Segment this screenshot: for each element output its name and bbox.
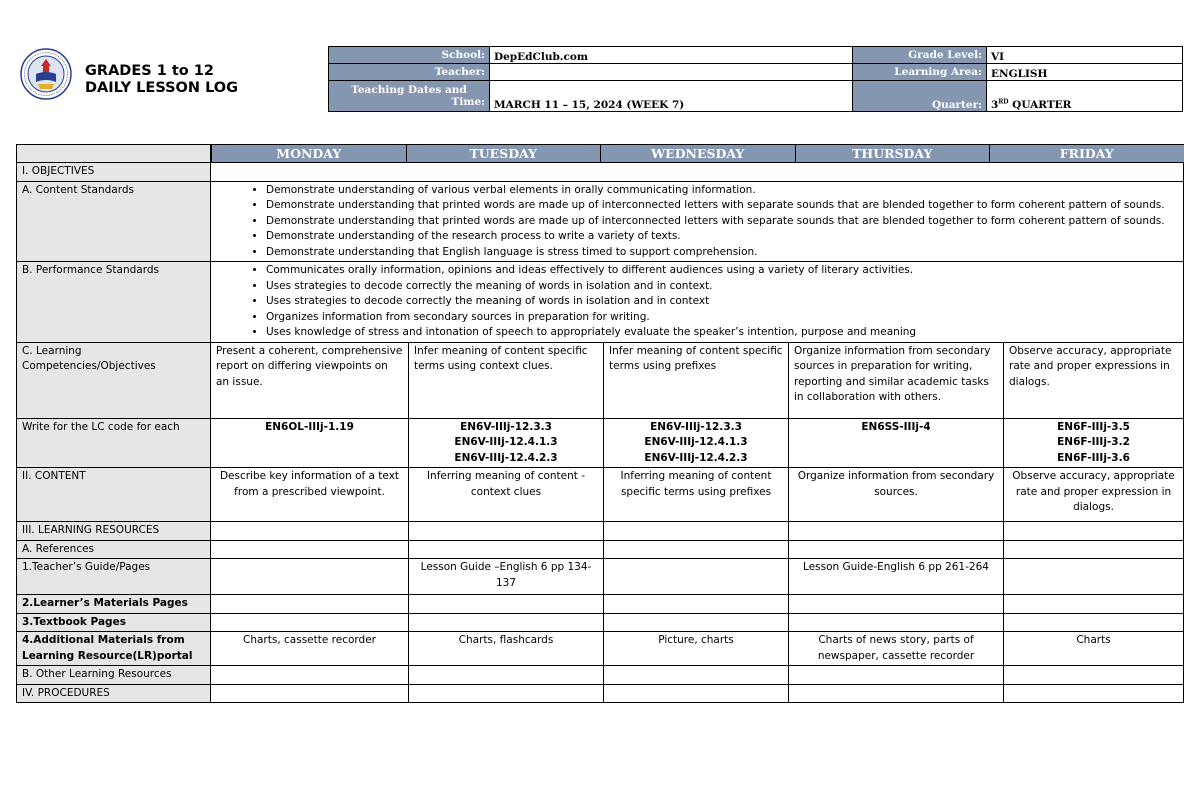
- day-thursday: THURSDAY: [795, 145, 990, 162]
- list-item: • Demonstrate understanding of the research process to write a variety of texts.: [266, 229, 1178, 245]
- lesson-log-table: [16, 144, 1184, 703]
- teaching-dates-value: MARCH 11 – 15, 2024 (WEEK 7): [490, 81, 853, 112]
- procedures-label: IV. PROCEDURES: [17, 684, 211, 703]
- header-corner: [17, 145, 211, 163]
- teachers-guide-monday: [211, 559, 409, 595]
- document-title: [85, 63, 238, 97]
- additional-materials-wednesday: Picture, charts: [604, 632, 789, 666]
- title-line-2: DAILY LESSON LOG: [85, 80, 239, 96]
- lc-code-label: Write for the LC code for each: [17, 418, 211, 468]
- list-item: • Demonstrate understanding that printed words are made up of interconnected letters with separate sounds that are blended together to form coherent pattern of sounds.: [266, 198, 1178, 214]
- additional-materials-label: 4.Additional Materials from Learning Resource(LR)portal: [17, 632, 211, 666]
- textbook-pages-label: 3.Textbook Pages: [17, 613, 211, 632]
- quarter-label: Quarter:: [853, 81, 987, 112]
- lc-code-monday: EN6OL-IIIj-1.19: [211, 418, 409, 468]
- learning-competencies-label: C. Learning Competencies/Objectives: [17, 342, 211, 418]
- other-resources-label: B. Other Learning Resources: [17, 666, 211, 685]
- content-wednesday: Inferring meaning of content specific terms using prefixes: [604, 468, 789, 522]
- lc-code-friday: EN6F-IIIj-3.5 EN6F-IIIj-3.2 EN6F-IIIj-3.6: [1004, 418, 1184, 468]
- additional-materials-thursday: Charts of news story, parts of newspaper, cassette recorder: [789, 632, 1004, 666]
- additional-materials-monday: Charts, cassette recorder: [211, 632, 409, 666]
- teachers-guide-wednesday: [604, 559, 789, 595]
- list-item: • Demonstrate understanding that English language is stress timed to support comprehension.: [266, 245, 1178, 261]
- lc-code-wednesday: EN6V-IIIj-12.3.3 EN6V-IIIj-12.4.1.3 EN6V-IIIj-12.4.2.3: [604, 418, 789, 468]
- lesson-info-table: [328, 46, 1183, 112]
- competency-wednesday: Infer meaning of content specific terms using prefixes: [604, 342, 789, 418]
- quarter-value: 3RD QUARTER: [987, 81, 1183, 112]
- content-friday: Observe accuracy, appropriate rate and proper expression in dialogs.: [1004, 468, 1184, 522]
- day-tuesday: TUESDAY: [406, 145, 601, 162]
- lc-code-tuesday: EN6V-IIIj-12.3.3 EN6V-IIIj-12.4.1.3 EN6V-IIIj-12.4.2.3: [409, 418, 604, 468]
- school-label: School:: [329, 47, 490, 64]
- objectives-label: I. OBJECTIVES: [17, 163, 211, 182]
- list-item: • Demonstrate understanding of various verbal elements in orally communicating information.: [266, 183, 1178, 199]
- teaching-dates-label: Teaching Dates and Time:: [329, 81, 490, 112]
- title-line-1: GRADES 1 to 12: [85, 63, 214, 79]
- list-item: • Demonstrate understanding that printed words are made up of interconnected letters with separate sounds that are blended together to form coherent pattern of sounds.: [266, 214, 1178, 230]
- grade-level-value: VI: [987, 47, 1183, 64]
- teachers-guide-friday: [1004, 559, 1184, 595]
- day-monday: MONDAY: [211, 145, 406, 162]
- content-standards-list: [216, 183, 1178, 261]
- content-label: II. CONTENT: [17, 468, 211, 522]
- day-friday: FRIDAY: [989, 145, 1184, 162]
- day-wednesday: WEDNESDAY: [600, 145, 795, 162]
- performance-standards-list-cell: [211, 262, 1184, 343]
- list-item: • Organizes information from secondary sources in preparation for writing.: [266, 310, 1178, 326]
- content-standards-list-cell: [211, 181, 1184, 262]
- competency-tuesday: Infer meaning of content specific terms using context clues.: [409, 342, 604, 418]
- content-monday: Describe key information of a text from a prescribed viewpoint.: [211, 468, 409, 522]
- competency-thursday: Organize information from secondary sources in preparation for writing, reporting and similar academic tasks in collaboration with others.: [789, 342, 1004, 418]
- additional-materials-tuesday: Charts, flashcards: [409, 632, 604, 666]
- deped-seal-logo: [20, 48, 72, 100]
- content-tuesday: Inferring meaning of content -context clues: [409, 468, 604, 522]
- list-item: • Uses knowledge of stress and intonation of speech to appropriately evaluate the speaker’s intention, purpose and meaning: [266, 325, 1178, 341]
- teachers-guide-label: 1.Teacher’s Guide/Pages: [17, 559, 211, 595]
- references-label: A. References: [17, 540, 211, 559]
- learning-area-value: ENGLISH: [987, 64, 1183, 81]
- school-value: DepEdClub.com: [490, 47, 853, 64]
- teachers-guide-tuesday: Lesson Guide –English 6 pp 134-137: [409, 559, 604, 595]
- teachers-guide-thursday: Lesson Guide-English 6 pp 261-264: [789, 559, 1004, 595]
- list-item: • Uses strategies to decode correctly the meaning of words in isolation and in context.: [266, 279, 1178, 295]
- competency-monday: Present a coherent, comprehensive report on differing viewpoints on an issue.: [211, 342, 409, 418]
- learners-materials-label: 2.Learner’s Materials Pages: [17, 595, 211, 614]
- day-header-row: [211, 145, 1184, 163]
- teacher-label: Teacher:: [329, 64, 490, 81]
- lc-code-thursday: EN6SS-IIIj-4: [789, 418, 1004, 468]
- performance-standards-label: B. Performance Standards: [17, 262, 211, 343]
- additional-materials-friday: Charts: [1004, 632, 1184, 666]
- learning-area-label: Learning Area:: [853, 64, 987, 81]
- grade-level-label: Grade Level:: [853, 47, 987, 64]
- learning-resources-label: III. LEARNING RESOURCES: [17, 522, 211, 541]
- teacher-value: [490, 64, 853, 81]
- content-thursday: Organize information from secondary sources.: [789, 468, 1004, 522]
- performance-standards-list: [216, 263, 1178, 341]
- content-standards-label: A. Content Standards: [17, 181, 211, 262]
- competency-friday: Observe accuracy, appropriate rate and proper expressions in dialogs.: [1004, 342, 1184, 418]
- list-item: • Uses strategies to decode correctly the meaning of words in isolation and in context: [266, 294, 1178, 310]
- list-item: • Communicates orally information, opinions and ideas effectively to different audiences using a variety of literary activities.: [266, 263, 1178, 279]
